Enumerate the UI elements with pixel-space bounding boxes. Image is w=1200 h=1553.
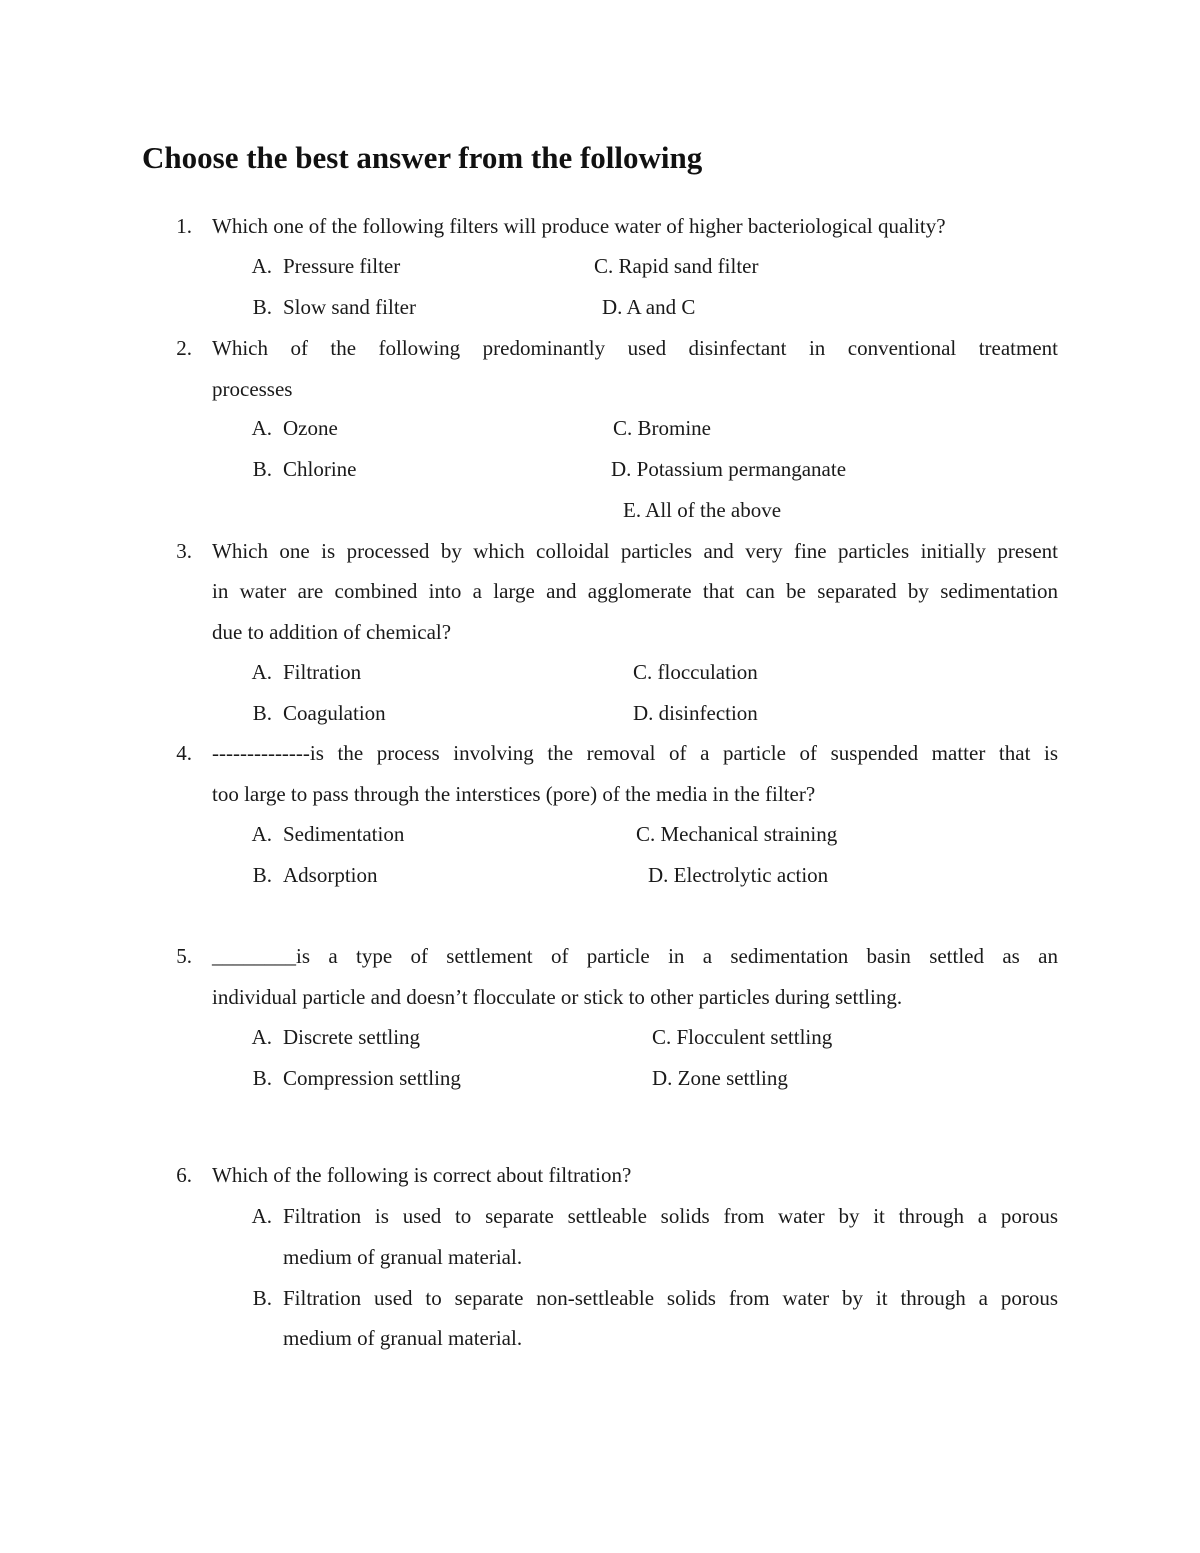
option-letter: A. [251, 416, 272, 440]
option-d[interactable]: D. disinfection [633, 701, 758, 725]
option-letter: B. [252, 1066, 272, 1090]
option-c[interactable]: C. Mechanical straining [636, 822, 838, 846]
question-number: 4. [176, 741, 192, 765]
option-a-continued[interactable]: medium of granual material. [283, 1245, 523, 1269]
question-text: processes [212, 377, 293, 401]
option-c[interactable]: C. Bromine [613, 416, 711, 440]
option-b[interactable]: Compression settling [283, 1066, 461, 1090]
option-letter: B. [252, 1286, 272, 1310]
question-text: Which one is processed by which colloidal particles and very fine particles initially present [212, 539, 1058, 563]
option-b[interactable]: Coagulation [283, 701, 386, 725]
question-text: due to addition of chemical? [212, 620, 452, 644]
option-letter: A. [251, 660, 272, 684]
option-a[interactable]: Discrete settling [283, 1025, 421, 1049]
option-letter: B. [252, 701, 272, 725]
question-text: too large to pass through the interstices (pore) of the media in the filter? [212, 782, 816, 806]
option-a[interactable]: Filtration is used to separate settleable solids from water by it through a porous [283, 1204, 1058, 1228]
option-b[interactable]: Adsorption [283, 863, 378, 887]
question-number: 1. [176, 214, 192, 238]
option-d[interactable]: D. Zone settling [652, 1066, 788, 1090]
option-b[interactable]: Chlorine [283, 457, 357, 481]
option-c[interactable]: C. Flocculent settling [652, 1025, 833, 1049]
page-title: Choose the best answer from the following [142, 140, 703, 175]
option-b-continued[interactable]: medium of granual material. [283, 1326, 523, 1350]
option-b[interactable]: Filtration used to separate non-settleable solids from water by it through a porous [283, 1286, 1058, 1310]
option-letter: B. [252, 295, 272, 319]
option-c[interactable]: C. Rapid sand filter [594, 254, 759, 278]
question-text: Which of the following predominantly used disinfectant in conventional treatment [212, 336, 1058, 360]
option-a[interactable]: Sedimentation [283, 822, 405, 846]
question-text: ________is a type of settlement of particle in a sedimentation basin settled as an [212, 944, 1058, 968]
option-a[interactable]: Pressure filter [283, 254, 401, 278]
question-text: Which of the following is correct about filtration? [212, 1163, 632, 1187]
question-text: in water are combined into a large and agglomerate that can be separated by sedimentation [212, 579, 1058, 603]
question-number: 6. [176, 1163, 192, 1187]
option-letter: A. [251, 822, 272, 846]
question-text: individual particle and doesn’t flocculate or stick to other particles during settling. [212, 985, 903, 1009]
option-letter: A. [251, 1025, 272, 1049]
option-d[interactable]: D. Electrolytic action [648, 863, 829, 887]
question-number: 3. [176, 539, 192, 563]
option-b[interactable]: Slow sand filter [283, 295, 416, 319]
option-letter: A. [251, 1204, 272, 1228]
option-d[interactable]: D. A and C [602, 295, 696, 319]
option-letter: B. [252, 863, 272, 887]
option-a[interactable]: Filtration [283, 660, 362, 684]
option-d[interactable]: D. Potassium permanganate [611, 457, 847, 481]
question-number: 2. [176, 336, 192, 360]
option-letter: A. [251, 254, 272, 278]
option-a[interactable]: Ozone [283, 416, 338, 440]
option-e[interactable]: E. All of the above [623, 498, 782, 522]
option-c[interactable]: C. flocculation [633, 660, 758, 684]
question-text: Which one of the following filters will produce water of higher bacteriological quality? [212, 214, 946, 238]
question-text: --------------is the process involving the removal of a particle of suspended matter that is [212, 741, 1058, 765]
question-number: 5. [176, 944, 192, 968]
option-letter: B. [252, 457, 272, 481]
